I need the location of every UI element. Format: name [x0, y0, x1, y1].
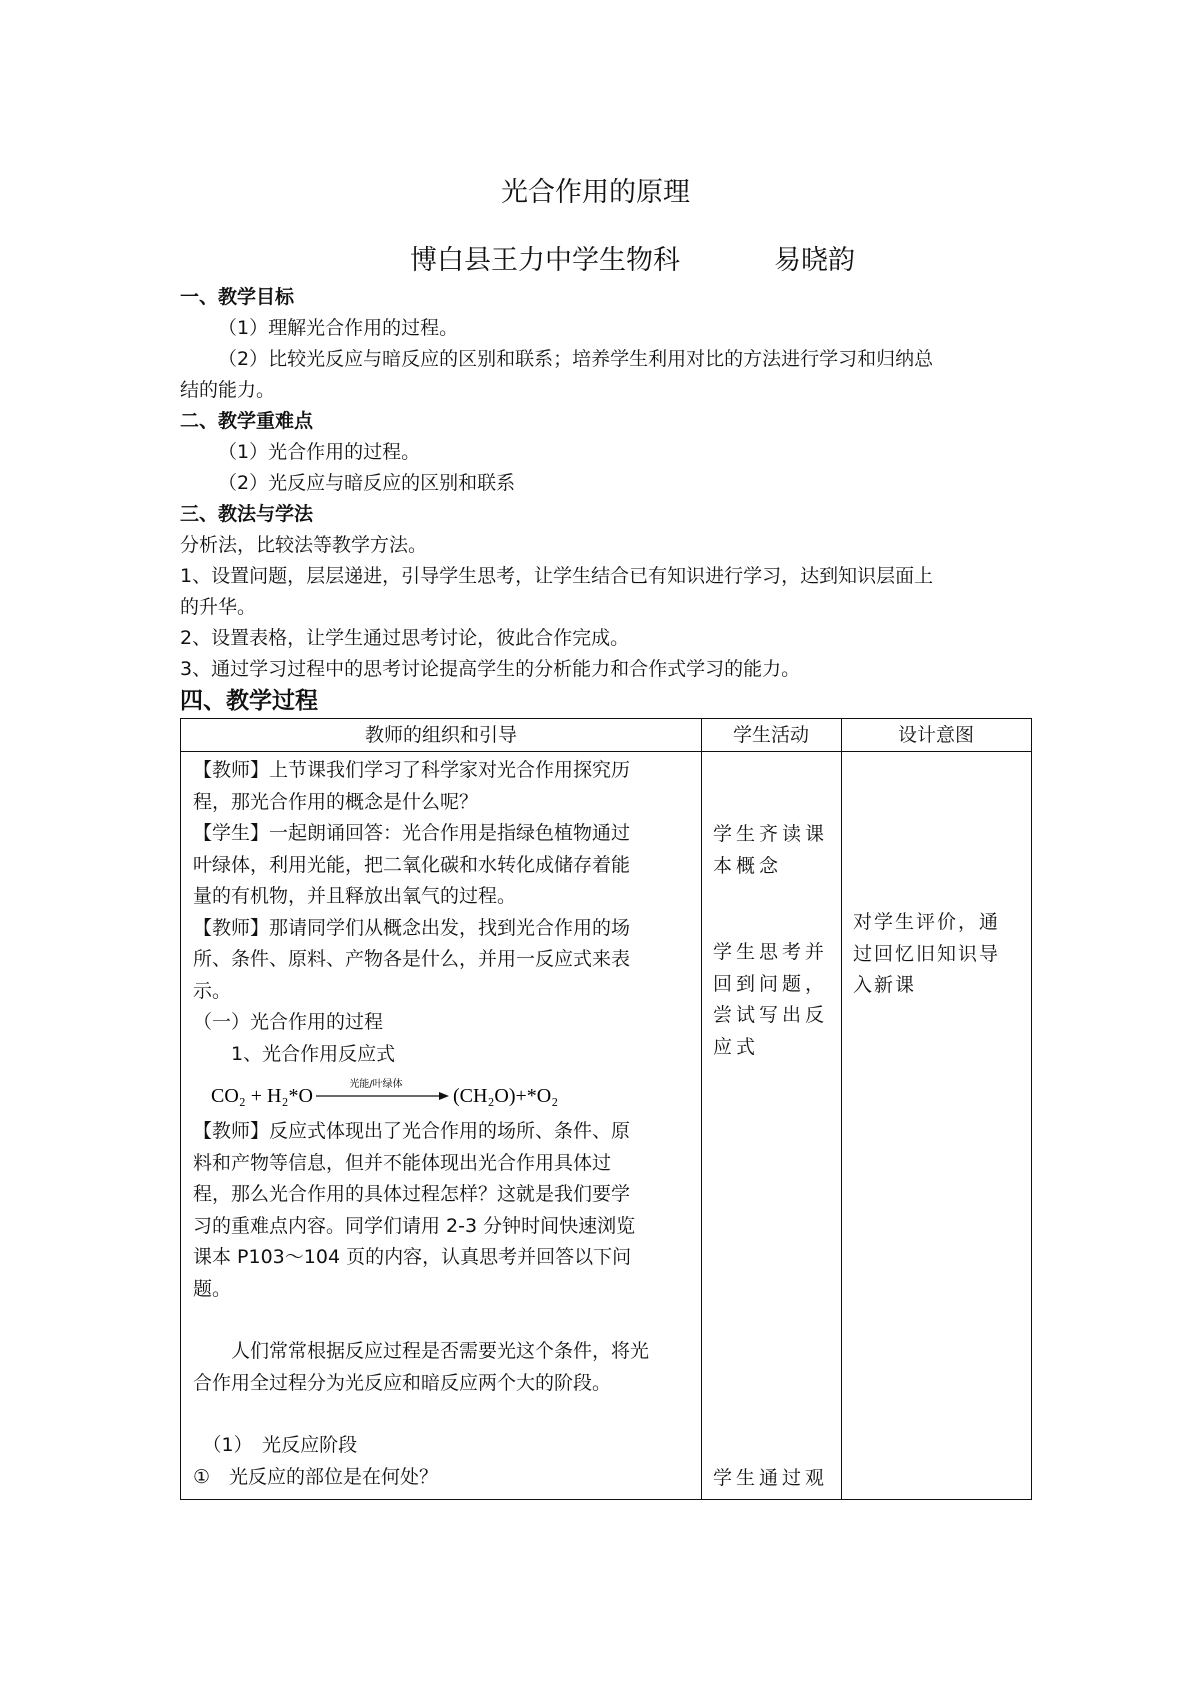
header-intent: 设计意图 — [897, 724, 974, 746]
photosynthesis-equation — [193, 1070, 701, 1116]
teacher-line: 料和产物等信息，但并不能体现出光合作用具体过 — [193, 1151, 612, 1174]
objective-2: （2）比较光反应与暗反应的区别和联系；培养学生利用对比的方法进行学习和归纳总 — [218, 348, 934, 370]
teacher-column — [193, 755, 701, 1493]
teacher-line: （一）光合作用的过程 — [193, 1011, 384, 1033]
method-line-5: 3、通过学习过程中的思考讨论提高学生的分析能力和合作式学习的能力。 — [180, 658, 801, 680]
teacher-line: 示。 — [193, 979, 232, 1002]
teaching-process-table — [180, 718, 1032, 1500]
author-name: 易晓韵 — [774, 245, 855, 276]
header-student: 学生活动 — [732, 724, 809, 746]
design-intent-1 — [853, 907, 1023, 1002]
intent-line: 对学生评价，通 — [853, 911, 1001, 933]
method-line-1: 分析法，比较法等教学方法。 — [180, 534, 428, 556]
section-heading-3: 三、教法与学法 — [180, 503, 314, 525]
author-school: 博白县王力中学生物科 — [410, 245, 680, 276]
teacher-line: 程，那么光合作用的具体过程怎样？这就是我们要学 — [193, 1183, 631, 1205]
header-row-divider — [181, 751, 1031, 752]
teacher-line: 叶绿体，利用光能，把二氧化碳和水转化成储存着能 — [193, 853, 631, 876]
equation-condition: 光能/叶绿体 — [349, 1079, 403, 1090]
student-line: 学生通过观 — [713, 1467, 829, 1489]
intent-line: 入新课 — [853, 974, 917, 996]
student-line: 应式 — [713, 1035, 760, 1058]
teacher-line: 【学生】一起朗诵回答：光合作用是指绿色植物通过 — [193, 822, 631, 844]
method-line-4: 2、设置表格，让学生通过思考讨论，彼此合作完成。 — [180, 627, 630, 649]
document-title: 光合作用的原理 — [501, 177, 690, 208]
section-heading-4: 四、教学过程 — [180, 688, 318, 714]
student-line: 学生思考并 — [713, 941, 829, 963]
column-divider-1 — [701, 719, 702, 1499]
student-activity-1 — [713, 819, 837, 882]
teacher-line: 习的重难点内容。同学们请用 2-3 分钟时间快速浏览 — [193, 1214, 636, 1237]
student-activity-3 — [713, 1463, 837, 1495]
equation-right: (CH₂O)+*O₂ — [453, 1085, 559, 1107]
student-line: 本概念 — [713, 854, 783, 877]
equation-left: CO₂ + H₂*O — [211, 1085, 313, 1107]
equation-graphic — [201, 1072, 601, 1116]
header-teacher: 教师的组织和引导 — [364, 724, 517, 746]
teacher-line: （1） 光反应阶段 — [193, 1434, 358, 1456]
objective-1: （1）理解光合作用的过程。 — [218, 317, 459, 339]
teacher-line: 人们常常根据反应过程是否需要光这个条件，将光 — [231, 1340, 650, 1362]
objective-2-cont: 结的能力。 — [180, 379, 276, 401]
teacher-line: 量的有机物，并且释放出氧气的过程。 — [193, 885, 517, 907]
student-line: 尝试写出反 — [713, 1004, 829, 1026]
teacher-line: 题。 — [193, 1277, 232, 1300]
teacher-line: 1、光合作用反应式 — [193, 1042, 396, 1065]
keypoint-1: （1）光合作用的过程。 — [218, 441, 421, 463]
section-heading-2: 二、教学重难点 — [180, 410, 314, 432]
teacher-line: 课本 P103～104 页的内容，认真思考并回答以下问 — [193, 1246, 632, 1268]
teacher-line: 所、条件、原料、产物各是什么，并用一反应式来表 — [193, 948, 631, 970]
student-line: 回到问题， — [713, 972, 829, 995]
teacher-line: ① 光反应的部位是在何处？ — [193, 1465, 439, 1488]
equation-arrow-head — [439, 1092, 449, 1100]
intent-line: 过回忆旧知识导 — [853, 942, 1001, 965]
teacher-line: 【教师】上节课我们学习了科学家对光合作用探究历 — [193, 759, 631, 781]
keypoint-2: （2）光反应与暗反应的区别和联系 — [218, 472, 516, 494]
teacher-line: 【教师】反应式体现出了光合作用的场所、条件、原 — [193, 1120, 631, 1142]
section-heading-1: 一、教学目标 — [180, 286, 295, 308]
teacher-line: 合作用全过程分为光反应和暗反应两个大的阶段。 — [193, 1371, 612, 1394]
teacher-line: 【教师】那请同学们从概念出发，找到光合作用的场 — [193, 916, 631, 939]
column-divider-2 — [841, 719, 842, 1499]
method-line-3: 的升华。 — [180, 596, 257, 618]
document-body — [180, 282, 1020, 717]
teacher-line: 程，那光合作用的概念是什么呢？ — [193, 790, 479, 813]
method-line-2: 1、设置问题，层层递进，引导学生思考，让学生结合已有知识进行学习，达到知识层面上 — [180, 565, 934, 587]
student-line: 学生齐读课 — [713, 823, 829, 845]
student-activity-2 — [713, 937, 837, 1063]
